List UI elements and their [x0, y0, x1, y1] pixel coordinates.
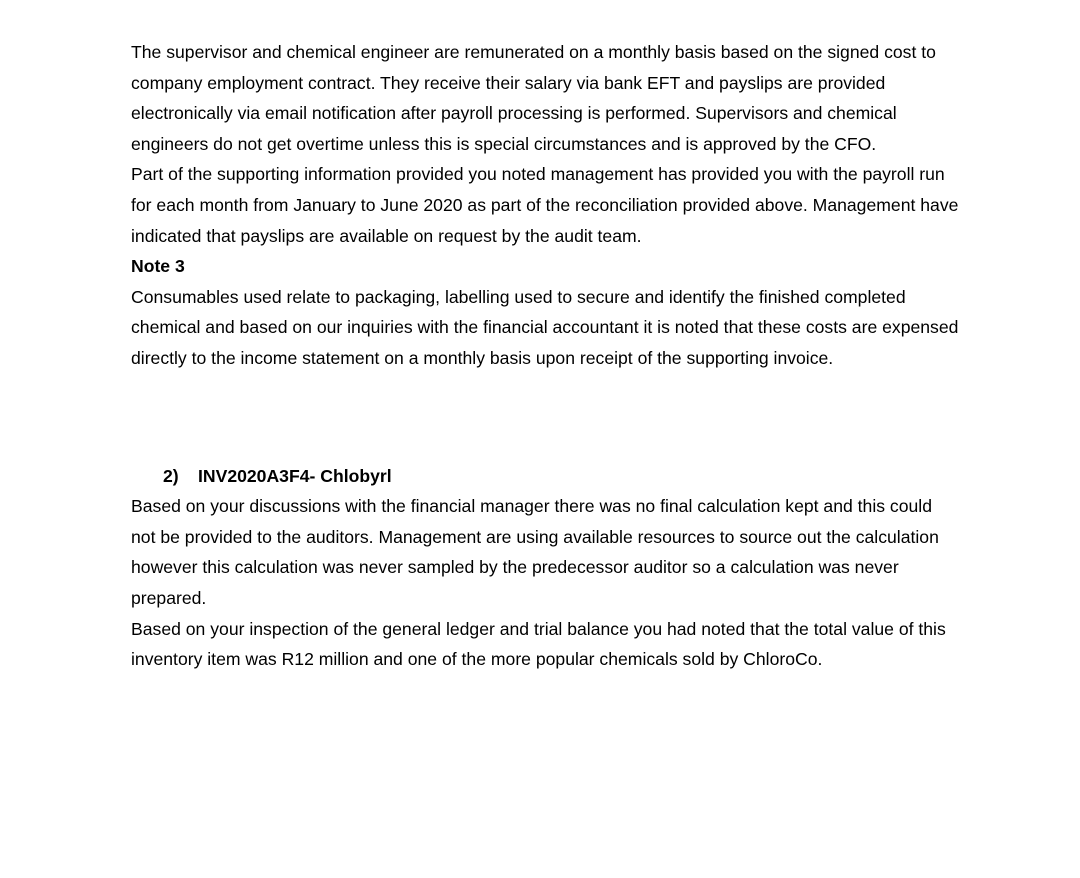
paragraph-final-calculation: Based on your discussions with the financial manager there was no final calculation kept and this could not be provided to the auditors. Management are using available resources to source out the calculation however this calculation was never sampled by the predecessor auditor so a calculation was never prepared. [131, 496, 939, 608]
paragraph-payroll-run: Part of the supporting information provided you noted management has provided you with the payroll run for each month from January to June 2020 as part of the reconciliation provided above. Management have indicated that payslips are available on request by the audit team. [131, 164, 959, 246]
item-2-number: 2) [163, 465, 179, 486]
item-2-title: INV2020A3F4- Chlobyrl [198, 465, 392, 486]
section-spacer [131, 374, 961, 461]
document-page [131, 37, 961, 675]
paragraph-inventory-value: Based on your inspection of the general ledger and trial balance you had noted that the total value of this inventory item was R12 million and one of the more popular chemicals sold by ChloroCo. [131, 618, 946, 670]
note-3-text: Consumables used relate to packaging, labelling used to secure and identify the finished completed chemical and based on our inquiries with the financial accountant it is noted that these costs are expensed directly to the income statement on a monthly basis upon receipt of the supporting invoice. [131, 286, 959, 368]
note-3-heading: Note 3 [131, 256, 185, 277]
item-2-heading [131, 461, 961, 492]
paragraph-remuneration: The supervisor and chemical engineer are remunerated on a monthly basis based on the signed cost to company employment contract. They receive their salary via bank EFT and payslips are provided electronically via email notification after payroll processing is performed. Supervisors and chemical engineers do not get overtime unless this is special circumstances and is approved by the CFO. [131, 42, 936, 154]
